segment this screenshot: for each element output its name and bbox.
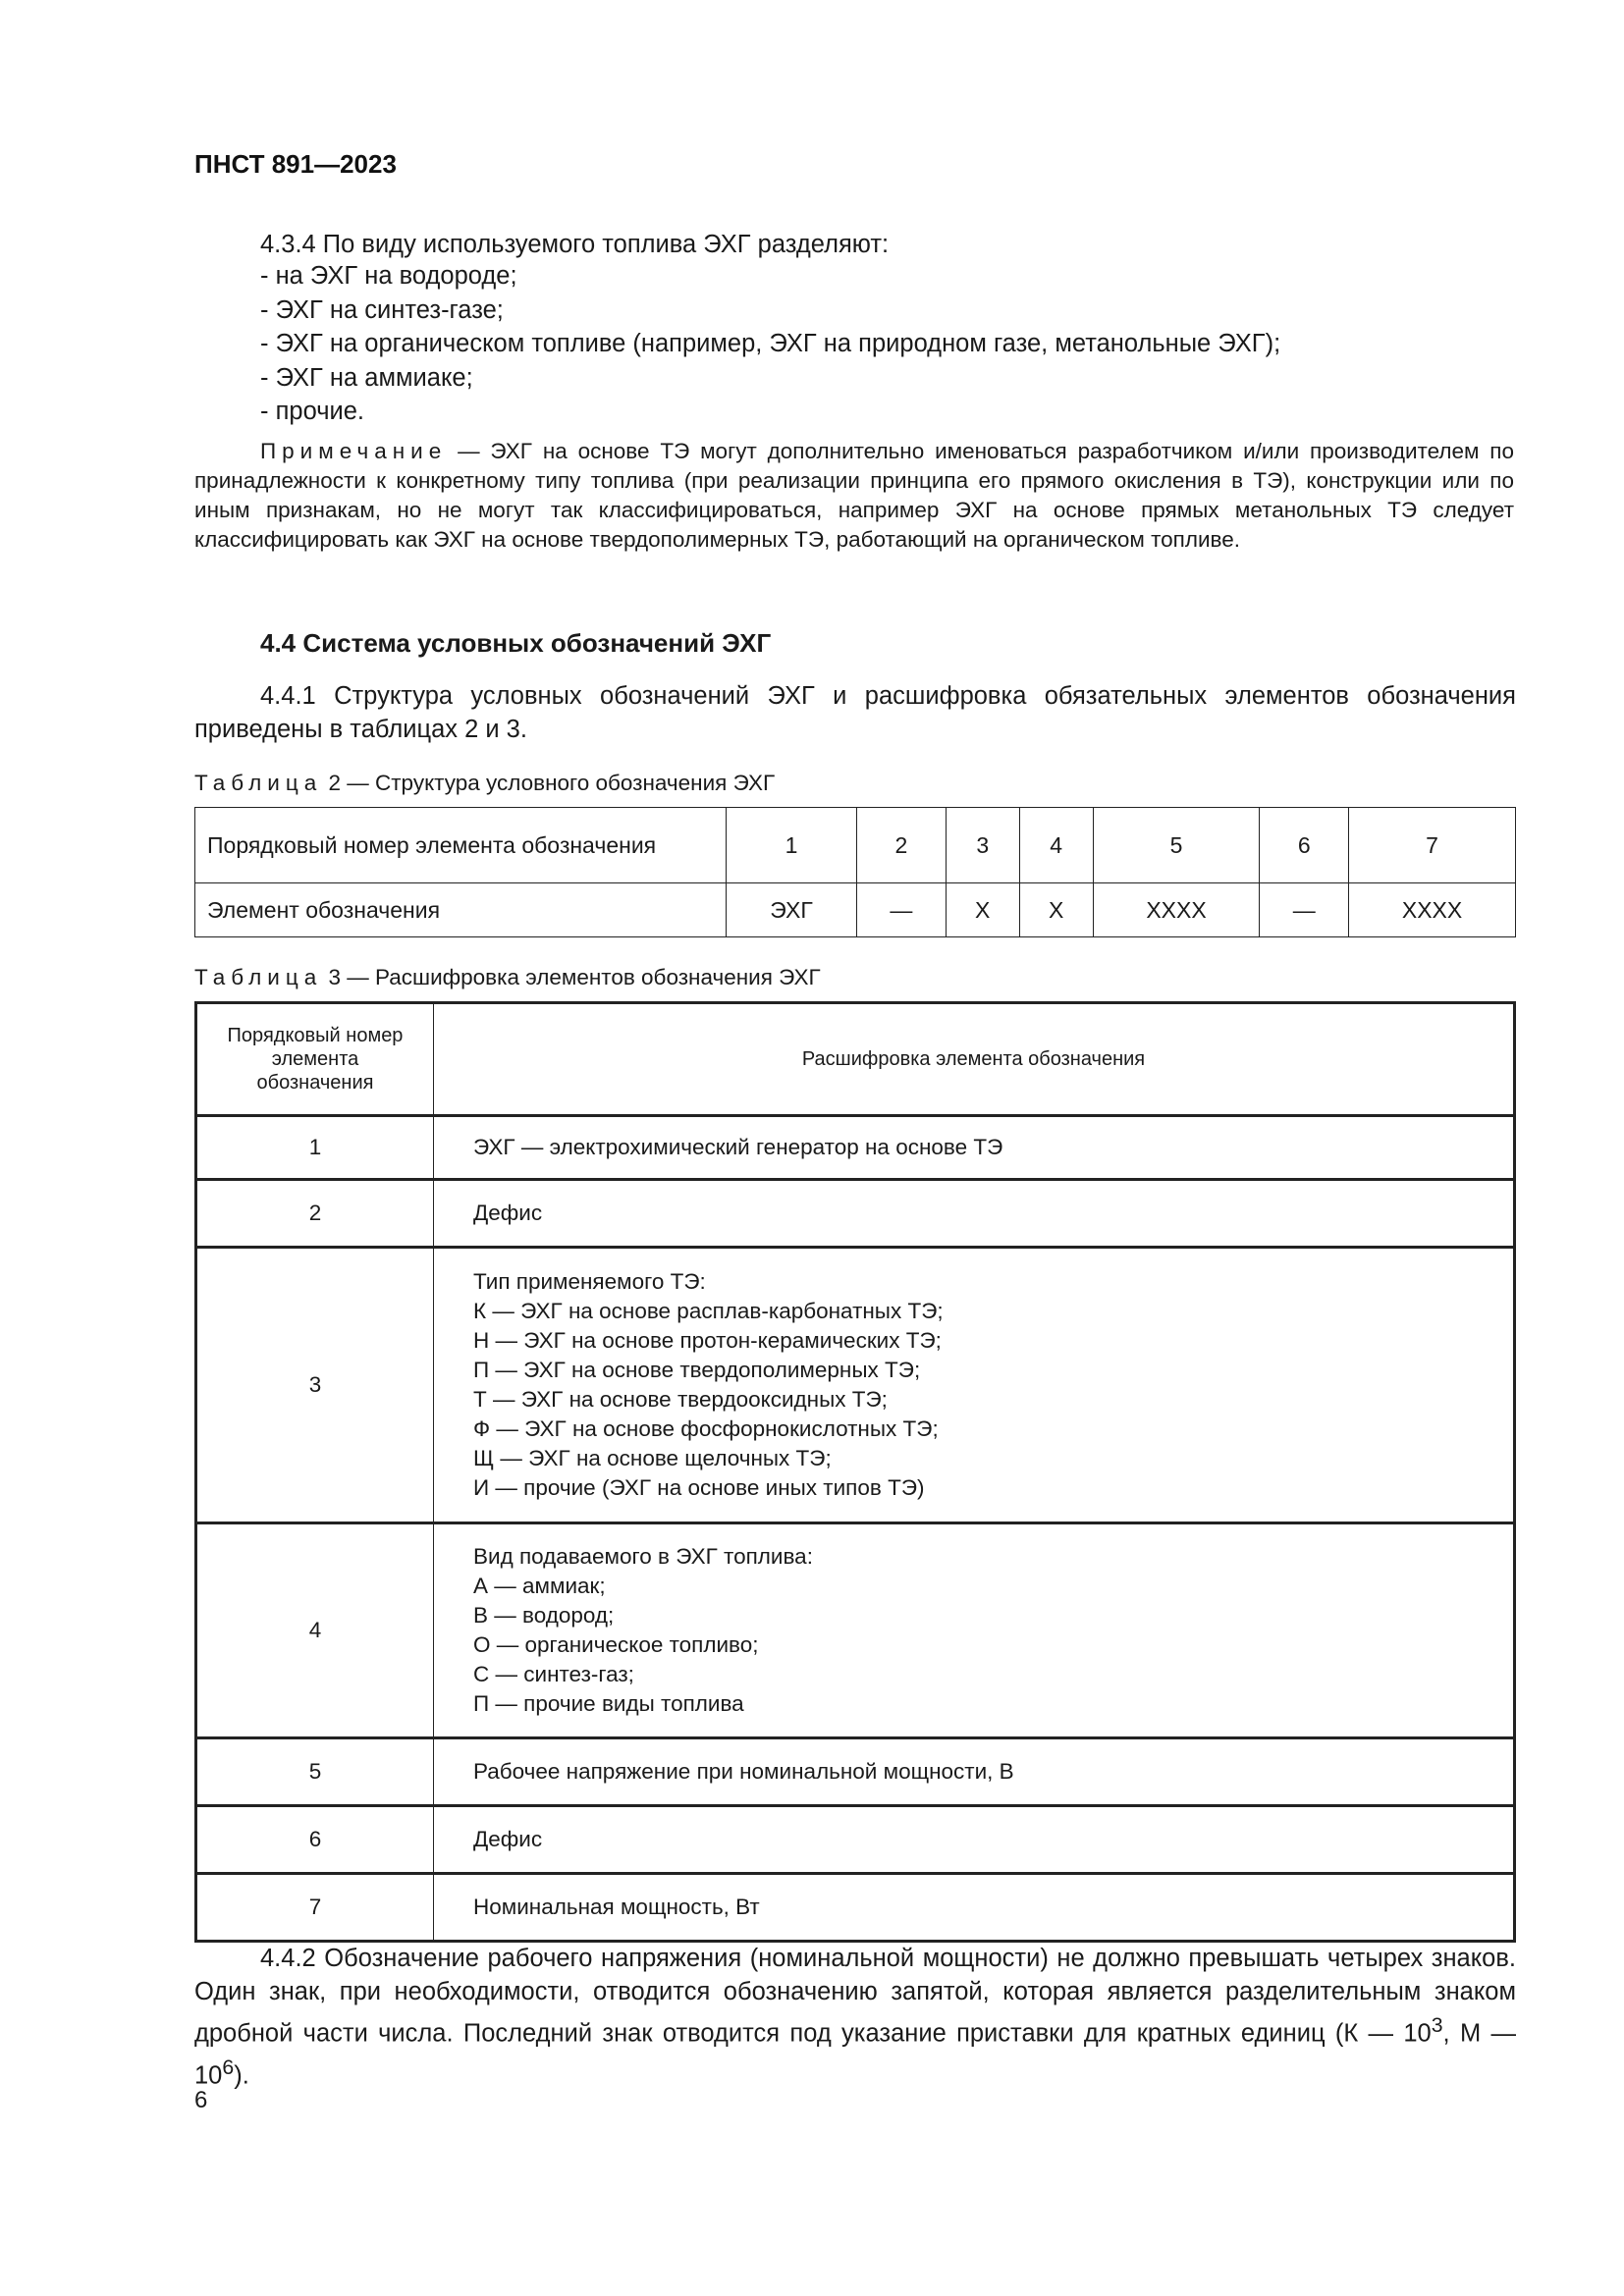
table3-caption-label: Таблица — [194, 965, 323, 989]
cell-line: П — ЭХГ на основе твердополимерных ТЭ; — [473, 1358, 921, 1382]
table-cell: 7 — [1349, 808, 1516, 883]
list-item: - ЭХГ на аммиаке; — [260, 363, 473, 392]
table-cell: X — [1019, 883, 1093, 937]
page-number: 6 — [194, 2087, 208, 2113]
table-cell: Номинальная мощность, Вт — [434, 1874, 1515, 1942]
cell-line: Вид подаваемого в ЭХГ топлива: — [473, 1544, 813, 1569]
cell-line: Т — ЭХГ на основе твердооксидных ТЭ; — [473, 1387, 888, 1412]
table-cell: Дефис — [434, 1180, 1515, 1248]
cell-line: К — ЭХГ на основе расплав-карбонатных ТЭ; — [473, 1299, 944, 1323]
table-cell: 1 — [196, 1116, 434, 1180]
cell-line: О — органическое топливо; — [473, 1632, 759, 1657]
table-row — [196, 1806, 1515, 1874]
list-item: - ЭХГ на синтез-газе; — [260, 295, 504, 324]
table2-caption-text: 2 — Структура условного обозначения ЭХГ — [322, 771, 776, 795]
paragraph-442-mid: , М — 10 — [194, 2019, 1517, 2089]
table-cell: ЭХГ — электрохимический генератор на основе ТЭ — [434, 1116, 1515, 1180]
cell-line: Тип применяемого ТЭ: — [473, 1269, 706, 1294]
table-cell: 5 — [196, 1738, 434, 1806]
paragraph-441-text: 4.4.1 Структура условных обозначений ЭХГ и расшифровка обязательных элементов обозначения приведены в таблицах 2 и 3. — [194, 682, 1516, 743]
paragraph-441 — [194, 679, 1516, 746]
table3-caption-text: 3 — Расшифровка элементов обозначения ЭХГ — [322, 965, 821, 989]
table-cell: 6 — [196, 1806, 434, 1874]
table-cell: — — [1260, 883, 1349, 937]
cell-line: С — синтез-газ; — [473, 1662, 634, 1686]
note-text: — ЭХГ на основе ТЭ могут дополнительно именоваться разработчиком и/или производителем по принадлежности к конкретному типу топлива (при реализации принципа его прямого окисления в ТЭ), конструкции или по иным признакам, но не могут так классифицироваться, например ЭХГ на основе прямых метанольных ТЭ следует классифицировать как ЭХГ на основе твердополимерных ТЭ, работающий на органическом топливе. — [194, 439, 1514, 552]
section-44-title: 4.4 Система условных обозначений ЭХГ — [260, 628, 772, 658]
fuel-type-list — [260, 259, 1280, 429]
table-header-cell: Расшифровка элемента обозначения — [434, 1003, 1515, 1116]
table-cell — [434, 1523, 1515, 1738]
table-cell: Элемент обозначения — [195, 883, 727, 937]
paragraph-442-end: ). — [234, 2061, 249, 2089]
table-header-row — [196, 1003, 1515, 1116]
table-cell: Рабочее напряжение при номинальной мощности, В — [434, 1738, 1515, 1806]
cell-line: П — прочие виды топлива — [473, 1691, 744, 1716]
table-cell: X — [946, 883, 1019, 937]
table3 — [194, 1001, 1516, 1943]
note — [194, 437, 1514, 555]
paragraph-442-text: 4.4.2 Обозначение рабочего напряжения (номинальной мощности) не должно превышать четырех знаков. Один знак, при необходимости, отводится обозначению запятой, которая является разделительным знаком дробной части числа. Последний знак отводится под указание приставки для кратных единиц (К — 10 — [194, 1945, 1516, 2048]
table-cell: 6 — [1260, 808, 1349, 883]
table-cell: Дефис — [434, 1806, 1515, 1874]
table-cell: XXXX — [1093, 883, 1260, 937]
table-row — [196, 1116, 1515, 1180]
table-cell: XXXX — [1349, 883, 1516, 937]
table2 — [194, 807, 1516, 937]
note-label: Примечание — [260, 439, 448, 463]
table-cell: 3 — [946, 808, 1019, 883]
table-cell: 7 — [196, 1874, 434, 1942]
table2-caption — [194, 771, 775, 796]
cell-line: Ф — ЭХГ на основе фосфорнокислотных ТЭ; — [473, 1416, 939, 1441]
table-cell — [434, 1248, 1515, 1523]
cell-line: Щ — ЭХГ на основе щелочных ТЭ; — [473, 1446, 832, 1470]
table-cell: 4 — [196, 1523, 434, 1738]
table-cell: Порядковый номер элемента обозначения — [195, 808, 727, 883]
superscript: 3 — [1431, 2013, 1443, 2037]
table-row — [196, 1874, 1515, 1942]
superscript: 6 — [222, 2055, 235, 2079]
table-row — [196, 1248, 1515, 1523]
table-cell: 5 — [1093, 808, 1260, 883]
table-row — [195, 883, 1516, 937]
table-cell: 2 — [857, 808, 947, 883]
table-cell: 4 — [1019, 808, 1093, 883]
cell-line: В — водород; — [473, 1603, 615, 1628]
section-434-title: 4.3.4 По виду используемого топлива ЭХГ разделяют: — [260, 231, 890, 258]
table-header-cell: Порядковый номер элемента обозначения — [196, 1003, 434, 1116]
table-cell: — — [857, 883, 947, 937]
cell-line: И — прочие (ЭХГ на основе иных типов ТЭ) — [473, 1475, 925, 1500]
cell-line: Н — ЭХГ на основе протон-керамических ТЭ; — [473, 1328, 942, 1353]
list-item: - прочие. — [260, 398, 364, 425]
table-row — [196, 1523, 1515, 1738]
table-row — [196, 1180, 1515, 1248]
table-cell: 1 — [727, 808, 857, 883]
table-row — [195, 808, 1516, 883]
table3-caption — [194, 965, 821, 990]
cell-line: А — аммиак; — [473, 1574, 606, 1598]
table2-caption-label: Таблица — [194, 771, 323, 795]
list-item: - на ЭХГ на водороде; — [260, 262, 517, 290]
table-cell: 3 — [196, 1248, 434, 1523]
table-cell: ЭХГ — [727, 883, 857, 937]
table-cell: 2 — [196, 1180, 434, 1248]
table-row — [196, 1738, 1515, 1806]
list-item: - ЭХГ на органическом топливе (например, ЭХГ на природном газе, метанольные ЭХГ); — [260, 330, 1281, 357]
paragraph-442 — [194, 1942, 1516, 2092]
document-code: ПНСТ 891—2023 — [194, 149, 397, 179]
